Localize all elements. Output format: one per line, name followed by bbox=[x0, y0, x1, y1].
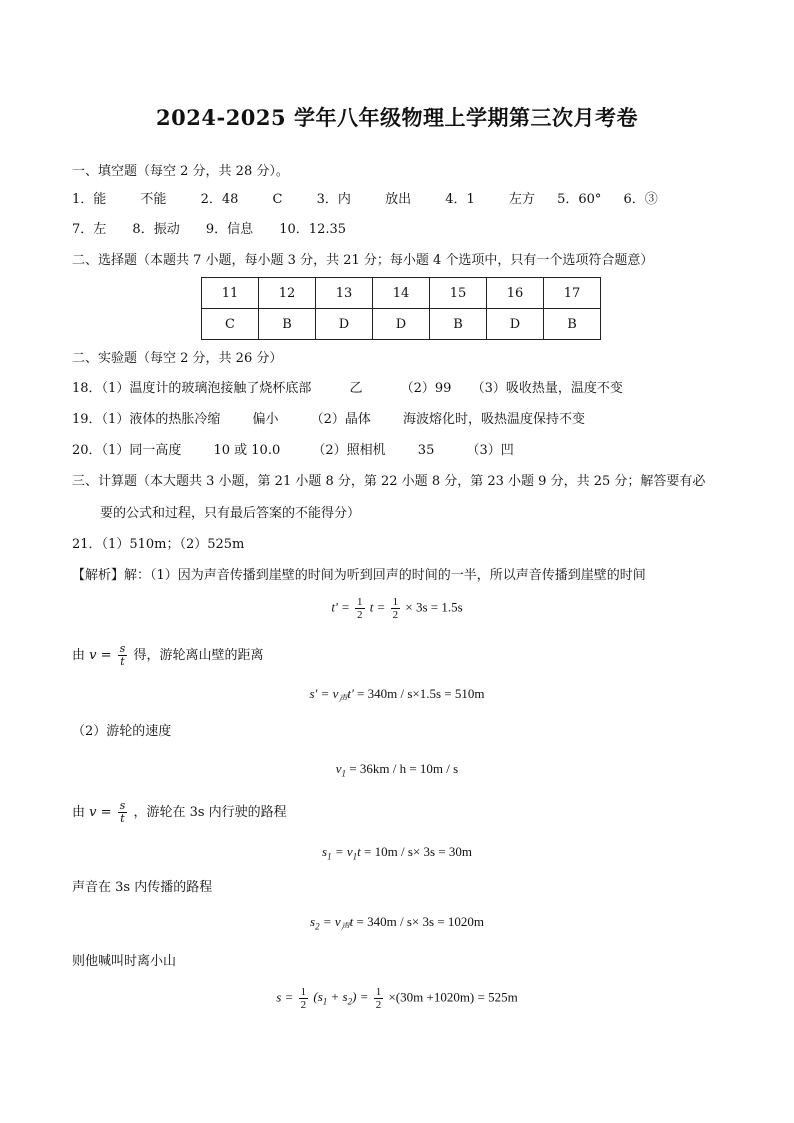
q19-part1b: 偏小 bbox=[252, 412, 279, 427]
calc-section-header: 三、计算题（本大题共 3 小题，第 21 小题 8 分，第 22 小题 8 分，第 23 小题 9 分，共 25 分；解答要有必 bbox=[72, 474, 706, 489]
formula-text: × 3s = 1.5s bbox=[405, 599, 463, 615]
fraction-s-over-t: $\frac{s}{t}$ bbox=[119, 642, 126, 668]
answer-4b: 左方 bbox=[508, 192, 535, 207]
q19-answer bbox=[72, 412, 585, 428]
table-row bbox=[202, 309, 601, 340]
formula-distance-to-cliff: $s' = v_声t' = 340m / s\times 1.5s = 510m$ bbox=[309, 686, 485, 704]
answer-1b: 不能 bbox=[140, 192, 167, 207]
table-cell: 14 bbox=[373, 278, 430, 309]
fill-answers-line-2 bbox=[72, 222, 346, 238]
table-cell: B bbox=[259, 309, 316, 340]
text-ship-speed: （2）游轮的速度 bbox=[72, 724, 172, 739]
fraction-half: $\frac{1}{2}$ bbox=[357, 596, 363, 621]
q20-part2b: 35 bbox=[417, 443, 435, 458]
q20-answer bbox=[72, 443, 514, 459]
fraction-s-over-t: $\frac{s}{t}$ bbox=[119, 799, 126, 825]
text-sound-distance: 声音在 3s 内传播的路程 bbox=[72, 880, 213, 895]
fraction-half: $\frac{1}{2}$ bbox=[375, 986, 382, 1011]
calc-section-header-cont: 要的公式和过程，只有最后答案的不能得分） bbox=[100, 506, 361, 521]
formula-sound-distance: $s_2 = v_声t = 340m / s\times 3s = 1020m$ bbox=[310, 914, 484, 932]
q18-part3: （3）吸收热量，温度不变 bbox=[471, 381, 623, 396]
answer-2a: 2．48 bbox=[200, 192, 239, 207]
q18-part1: 18．（1）温度计的玻璃泡接触了烧杯底部 bbox=[72, 381, 312, 396]
table-cell: B bbox=[430, 309, 487, 340]
text-by-velocity-1: 由 v = $\frac{s}{t}$ 得，游轮离山壁的距离 bbox=[72, 642, 264, 668]
table-cell: D bbox=[316, 309, 373, 340]
formula-final-distance: s = $\frac{1}{2}$ $(s_1 + s_2)$ = $\frac{1}{2}$ ×(30m +1020m) = 525m bbox=[276, 986, 518, 1011]
q21-answer: 21．（1）510m；（2）525m bbox=[72, 537, 245, 552]
experiment-section-header: 二、实验题（每空 2 分，共 26 分） bbox=[72, 351, 283, 366]
q18-part1b: 乙 bbox=[349, 381, 363, 396]
choice-section-header: 二、选择题（本题共 7 小题，每小题 3 分，共 21 分；每小题 4 个选项中，只有一个选项符合题意） bbox=[72, 253, 654, 268]
text-by-velocity-2: 由 v = $\frac{s}{t}$ ，游轮在 3s 内行驶的路程 bbox=[72, 799, 287, 825]
answer-8: 8．振动 bbox=[132, 222, 180, 237]
fraction-half: $\frac{1}{2}$ bbox=[392, 596, 399, 621]
formula-text: t' = bbox=[331, 599, 350, 615]
fraction-half: $\frac{1}{2}$ bbox=[300, 986, 307, 1011]
table-cell: D bbox=[373, 309, 430, 340]
q19-part1: 19．（1）液体的热胀冷缩 bbox=[72, 412, 221, 427]
choice-answer-table bbox=[201, 277, 601, 340]
table-cell: C bbox=[202, 309, 259, 340]
formula-ship-speed: $v_1 = 36km / h = 10m / s$ bbox=[335, 761, 459, 779]
fill-section-header: 一、填空题（每空 2 分，共 28 分）。 bbox=[72, 164, 289, 179]
table-cell: B bbox=[544, 309, 601, 340]
formula-time-half bbox=[0, 596, 794, 621]
table-cell: 17 bbox=[544, 278, 601, 309]
page-title: 2024-2025 学年八年级物理上学期第三次月考卷 bbox=[156, 105, 638, 130]
answer-10: 10．12.35 bbox=[279, 222, 347, 237]
q20-part1b: 10 或 10.0 bbox=[213, 443, 281, 458]
q18-part2: （2）99 bbox=[400, 381, 452, 396]
formula-text: v = bbox=[89, 648, 112, 663]
answer-9: 9．信息 bbox=[205, 222, 254, 237]
answer-3b: 放出 bbox=[385, 192, 412, 207]
answer-6: 6．③ bbox=[623, 192, 658, 207]
q20-part2: （2）照相机 bbox=[312, 443, 386, 458]
q20-part1: 20．（1）同一高度 bbox=[72, 443, 182, 458]
table-cell: 13 bbox=[316, 278, 373, 309]
table-cell: 11 bbox=[202, 278, 259, 309]
table-cell: 12 bbox=[259, 278, 316, 309]
table-cell: 16 bbox=[487, 278, 544, 309]
table-cell: D bbox=[487, 309, 544, 340]
answer-5: 5．60° bbox=[557, 192, 602, 207]
fill-answers-line-1 bbox=[72, 192, 658, 208]
q19-part2: （2）晶体 bbox=[310, 412, 371, 427]
answer-7: 7．左 bbox=[72, 222, 107, 237]
q19-part2b: 海波熔化时，吸热温度保持不变 bbox=[403, 412, 586, 427]
answer-4a: 4．1 bbox=[445, 192, 475, 207]
answer-2b: C bbox=[272, 192, 283, 207]
q20-part3: （3）凹 bbox=[466, 443, 514, 458]
formula-ship-distance: $s_1 = v_1t = 10m / s\times 3s = 30m$ bbox=[322, 844, 472, 862]
answer-3a: 3．内 bbox=[316, 192, 351, 207]
formula-text: t = bbox=[369, 599, 386, 615]
text-final-distance: 则他喊叫时离小山 bbox=[72, 954, 177, 969]
table-row bbox=[202, 278, 601, 309]
analysis-intro: 【解析】解：（1）因为声音传播到崖壁的时间为听到回声的时间的一半，所以声音传播到崖壁的时间 bbox=[72, 568, 646, 583]
formula-text: v = bbox=[89, 805, 112, 820]
answer-1a: 1．能 bbox=[72, 192, 107, 207]
table-cell: 15 bbox=[430, 278, 487, 309]
q18-answer bbox=[72, 381, 623, 397]
